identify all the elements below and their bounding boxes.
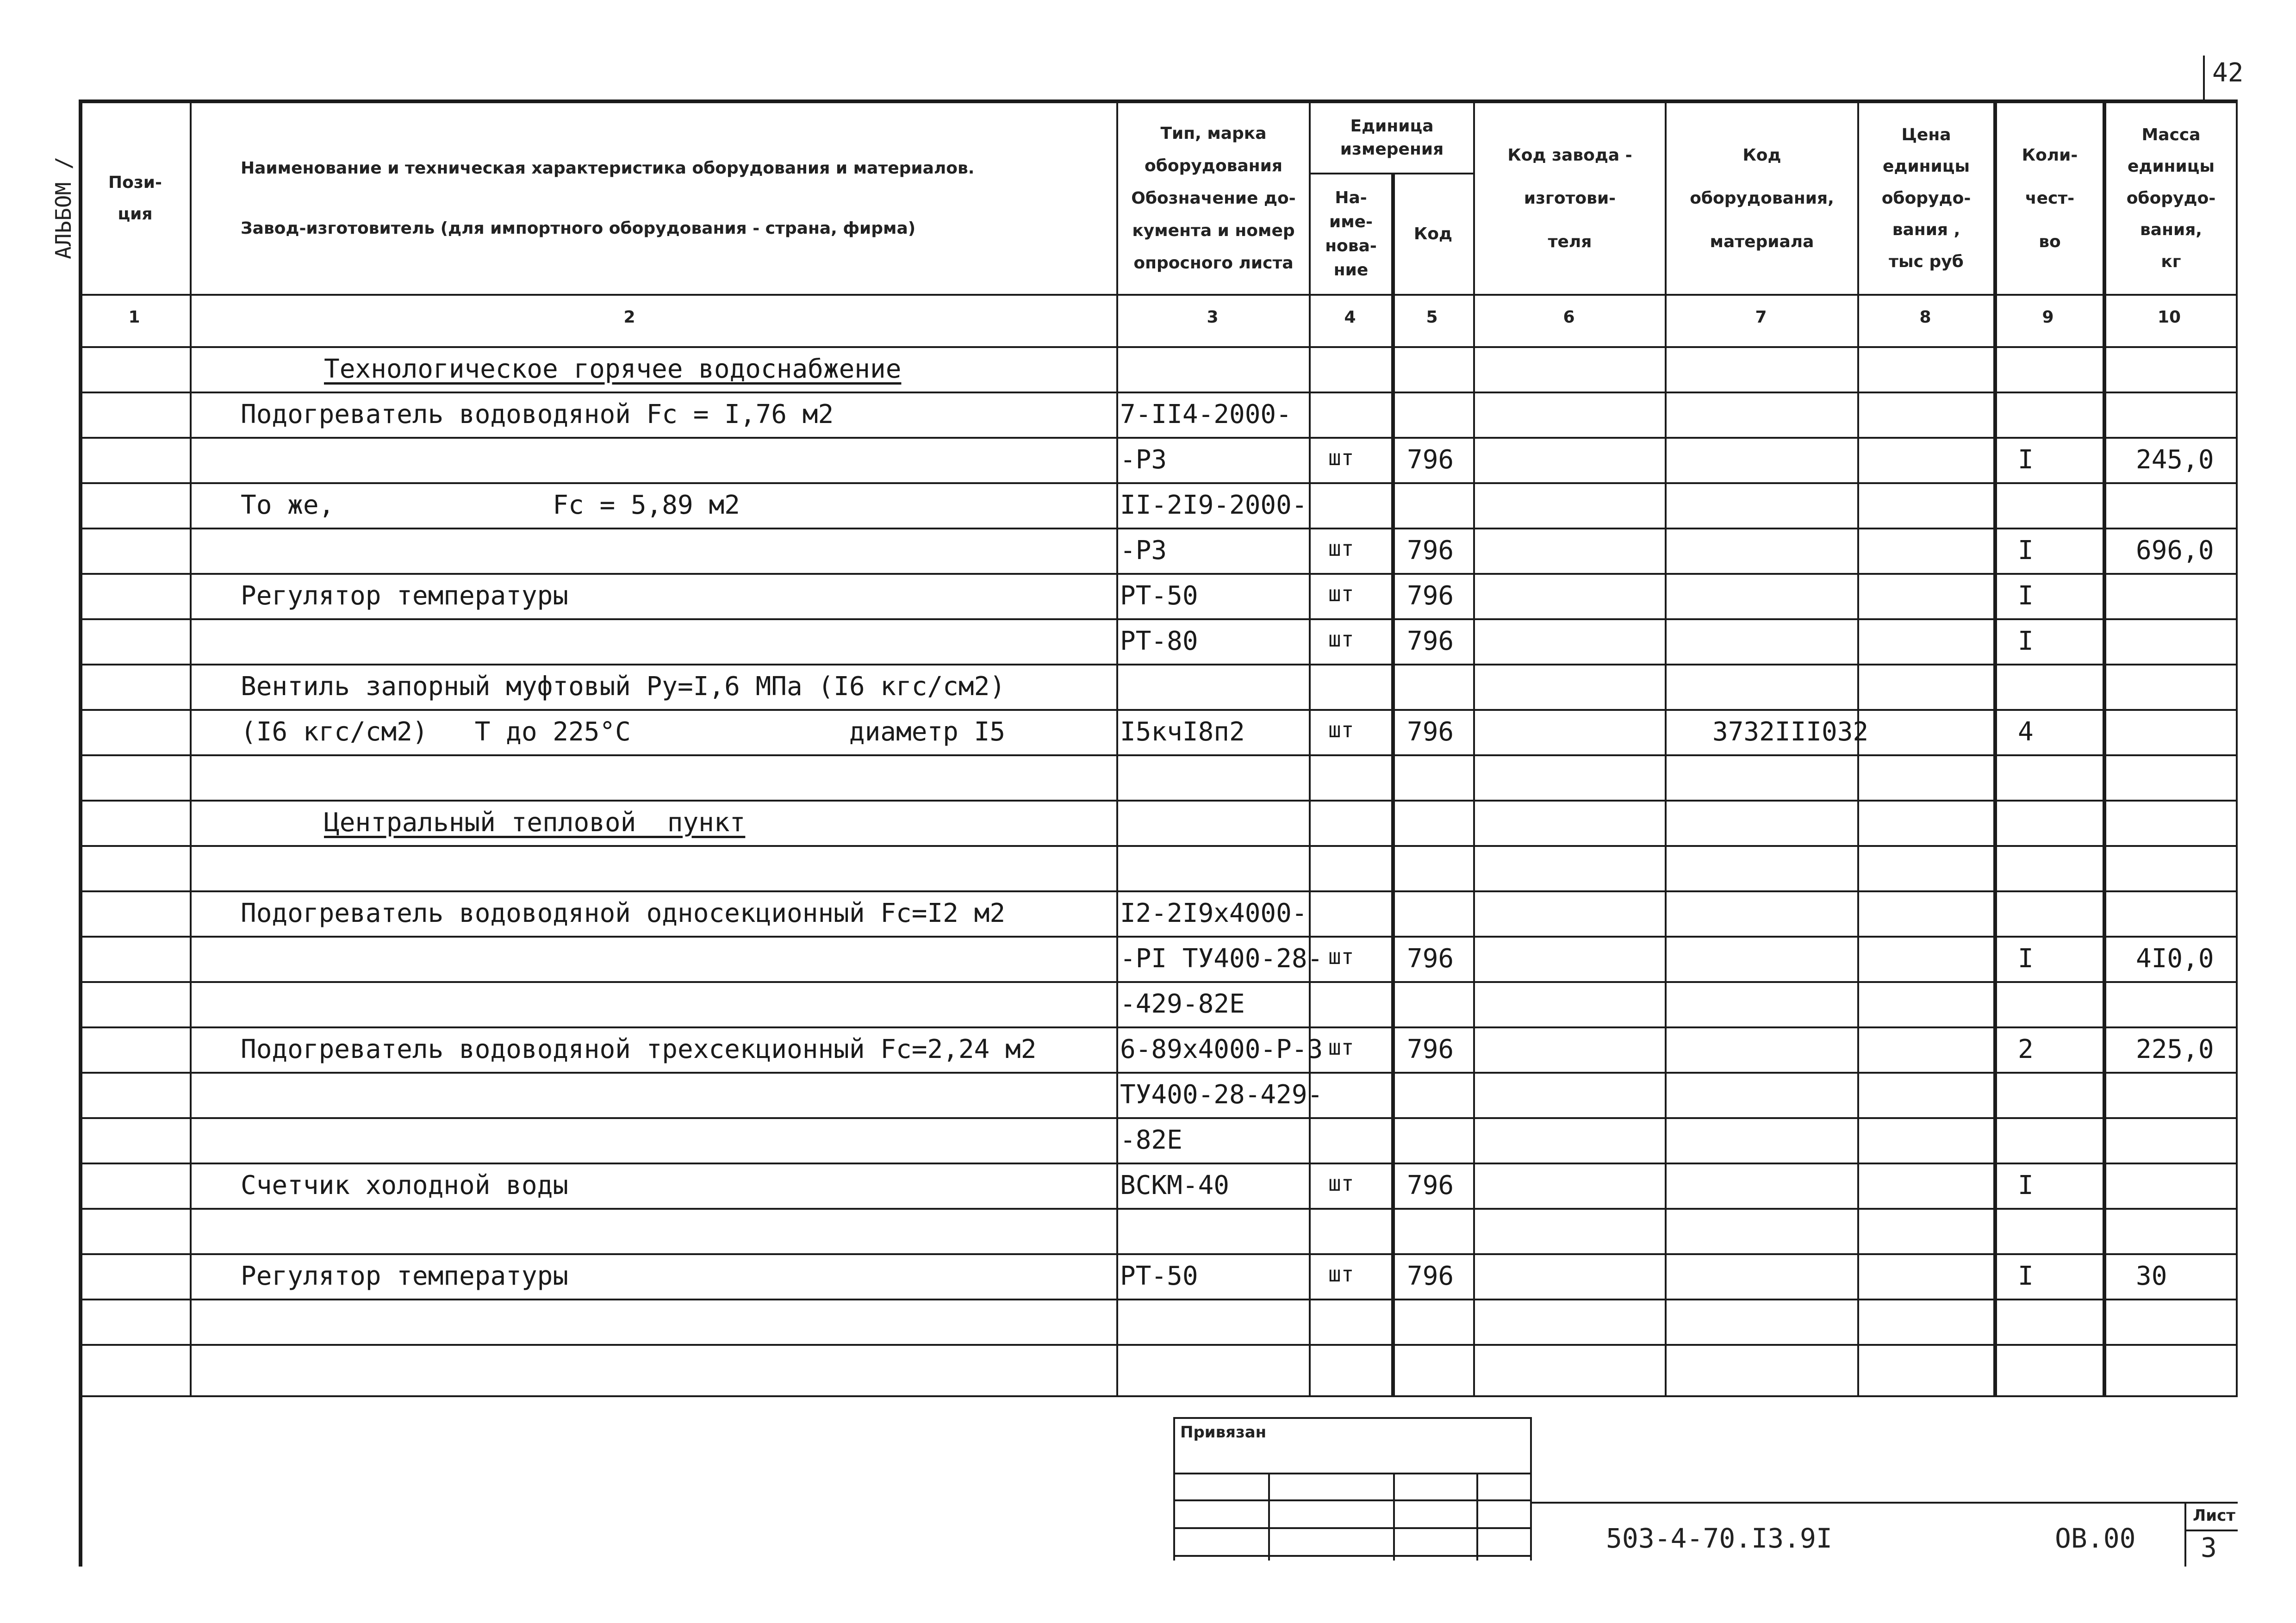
row-6-type: РТ-50 (1120, 581, 1198, 611)
row-divider (79, 1117, 2238, 1119)
row-14-type: -РI ТУ400-28- (1120, 944, 1323, 974)
row-14-code: 796 (1407, 944, 1454, 974)
row-3-code: 796 (1407, 445, 1454, 475)
col-number-4: 4 (1344, 308, 1356, 327)
row-6-unit: шт (1328, 581, 1354, 606)
sheet-box-divider (2184, 1530, 2238, 1531)
row-2-name: Подогреватель водоводяной Fс = I,76 м2 (241, 399, 834, 429)
header-name: Наименование и техническая характеристика оборудования и материалов. Завод-изготовитель (для импортного оборудования - страна, фирма) (241, 159, 975, 238)
stamp-bound-label: Привязан (1180, 1423, 1267, 1442)
header-type: Тип, марка оборудования Обозначение до- кумента и номер опросного листа (1131, 124, 1296, 273)
numbering-divider (79, 346, 2238, 348)
col-line-4 (1391, 173, 1395, 1395)
col-line-2 (1116, 99, 1118, 1395)
row-divider (79, 528, 2238, 529)
table-right-border (2236, 99, 2238, 1395)
row-divider (79, 890, 2238, 892)
row-17-type: ТУ400-28-429- (1120, 1080, 1323, 1110)
row-16-qty: 2 (2018, 1034, 2034, 1064)
row-3-type: -Р3 (1120, 445, 1167, 475)
row-divider (79, 437, 2238, 439)
col-line-7 (1857, 99, 1859, 1395)
col-number-5: 5 (1426, 308, 1438, 327)
row-5-mass: 696,0 (2136, 535, 2214, 566)
header-unit-code: Код (1413, 224, 1453, 243)
row-5-code: 796 (1407, 535, 1454, 566)
row-7-qty: I (2018, 626, 2034, 656)
stamp-inner-1 (1268, 1473, 1270, 1561)
row-9-equip-code: 3732III032 (1712, 717, 1869, 747)
row-16-code: 796 (1407, 1034, 1454, 1064)
row-divider (79, 936, 2238, 938)
row-divider (79, 754, 2238, 756)
col-number-3: 3 (1207, 308, 1219, 327)
row-6-name: Регулятор температуры (241, 581, 569, 611)
col-line-1 (190, 99, 192, 1395)
row-19-qty: I (2018, 1170, 2034, 1200)
header-unit-group: Единица измерения (1340, 116, 1444, 159)
row-9-unit: шт (1328, 717, 1354, 742)
row-9-type: I5кчI8п2 (1120, 717, 1245, 747)
row-7-unit: шт (1328, 627, 1354, 652)
header-unit-name: На- име- нова- ние (1325, 188, 1377, 280)
row-5-qty: I (2018, 535, 2034, 566)
col-number-8: 8 (1919, 308, 1931, 327)
row-divider (79, 709, 2238, 711)
row-divider (79, 1072, 2238, 1074)
col-line-9 (2103, 99, 2106, 1395)
header-mass: Масса единицы оборудо- вания, кг (2126, 125, 2216, 271)
col-line-3 (1309, 99, 1311, 1395)
row-6-code: 796 (1407, 581, 1454, 611)
row-19-code: 796 (1407, 1170, 1454, 1200)
row-19-unit: шт (1328, 1171, 1354, 1196)
stamp-right-line (1530, 1417, 1532, 1561)
document-code: 503-4-70.I3.9I (1606, 1523, 1832, 1554)
page-number: 42 (2212, 58, 2244, 88)
stamp-inner-3 (1476, 1473, 1478, 1561)
row-14-mass: 4I0,0 (2136, 944, 2214, 974)
sheet-label: Лист (2193, 1506, 2235, 1525)
row-3-mass: 245,0 (2136, 445, 2214, 475)
header-equipment-code: Код оборудования, материала (1690, 145, 1834, 251)
table-bottom-border (79, 1395, 2238, 1397)
row-16-mass: 225,0 (2136, 1034, 2214, 1064)
col-line-6 (1665, 99, 1667, 1395)
row-7-type: РТ-80 (1120, 626, 1198, 656)
row-divider (79, 1163, 2238, 1164)
row-11-name: Центральный тепловой пункт (324, 808, 746, 838)
row-divider (79, 845, 2238, 847)
col-number-10: 10 (2157, 308, 2181, 327)
row-21-unit: шт (1328, 1262, 1354, 1287)
row-9-name: (I6 кгс/см2) Т до 225°С диаметр I5 (241, 717, 1006, 747)
row-21-mass: 30 (2136, 1261, 2167, 1291)
header-divider (79, 294, 2238, 296)
row-21-type: РТ-50 (1120, 1261, 1198, 1291)
col-number-1: 1 (128, 308, 140, 327)
row-4-type: II-2I9-2000- (1120, 490, 1307, 520)
row-6-qty: I (2018, 581, 2034, 611)
row-14-qty: I (2018, 944, 2034, 974)
row-divider (79, 1208, 2238, 1210)
row-15-type: -429-82Е (1120, 989, 1245, 1019)
row-9-code: 796 (1407, 717, 1454, 747)
row-divider (79, 981, 2238, 983)
row-16-unit: шт (1328, 1035, 1354, 1060)
table-top-border (79, 99, 2238, 103)
row-21-code: 796 (1407, 1261, 1454, 1291)
row-13-name: Подогреватель водоводяной односекционный Fс=I2 м2 (241, 898, 1006, 928)
col-number-6: 6 (1563, 308, 1575, 327)
row-2-type: 7-II4-2000- (1120, 399, 1292, 429)
page-number-divider (2203, 56, 2205, 102)
row-divider (79, 482, 2238, 484)
row-divider (79, 800, 2238, 802)
col-number-9: 9 (2042, 308, 2054, 327)
row-21-qty: I (2018, 1261, 2034, 1291)
row-5-unit: шт (1328, 536, 1354, 561)
row-18-type: -82Е (1120, 1125, 1182, 1155)
row-divider (79, 1253, 2238, 1255)
col-number-7: 7 (1755, 308, 1767, 327)
row-16-name: Подогреватель водоводяной трехсекционный Fс=2,24 м2 (241, 1034, 1037, 1064)
row-divider (79, 1026, 2238, 1028)
row-8-name: Вентиль запорный муфтовый Ру=I,6 МПа (I6 кгс/см2) (241, 672, 1006, 702)
sheet-number: 3 (2201, 1532, 2217, 1563)
header-quantity: Коли- чест- во (2022, 145, 2078, 251)
col-line-5 (1473, 99, 1475, 1395)
row-divider (79, 392, 2238, 393)
row-16-type: 6-89х4000-Р-3 (1120, 1034, 1323, 1064)
row-5-type: -Р3 (1120, 535, 1167, 566)
header-position: Пози- ция (108, 173, 162, 224)
stamp-inner-2 (1393, 1473, 1395, 1561)
row-7-code: 796 (1407, 626, 1454, 656)
row-divider (79, 618, 2238, 620)
row-divider (79, 573, 2238, 575)
row-3-unit: шт (1328, 445, 1354, 470)
row-19-type: ВСКМ-40 (1120, 1170, 1230, 1200)
stamp-top-line (1173, 1417, 1532, 1419)
row-divider (79, 1299, 2238, 1300)
row-divider (79, 664, 2238, 665)
row-3-qty: I (2018, 445, 2034, 475)
sheet-box-left (2184, 1502, 2186, 1567)
row-13-type: I2-2I9х4000- (1120, 898, 1307, 928)
header-price: Цена единицы оборудо- вания , тыс руб (1881, 125, 1971, 271)
col-line-8 (1993, 99, 1997, 1395)
title-block-top-line (1530, 1502, 2238, 1504)
stamp-left-line (1173, 1417, 1175, 1561)
row-21-name: Регулятор температуры (241, 1261, 569, 1291)
table-left-border (79, 99, 82, 1567)
row-14-unit: шт (1328, 944, 1354, 969)
header-factory-code: Код завода - изготови- теля (1507, 145, 1632, 251)
row-9-qty: 4 (2018, 717, 2034, 747)
row-1-name: Технологическое горячее водоснабжение (324, 354, 902, 384)
col-number-2: 2 (623, 308, 635, 327)
row-divider (79, 1344, 2238, 1346)
row-4-name: То же, Fс = 5,89 м2 (241, 490, 740, 520)
section-code: ОВ.00 (2055, 1523, 2136, 1554)
row-19-name: Счетчик холодной воды (241, 1170, 569, 1200)
album-side-label: АЛЬБОМ / (51, 156, 76, 259)
